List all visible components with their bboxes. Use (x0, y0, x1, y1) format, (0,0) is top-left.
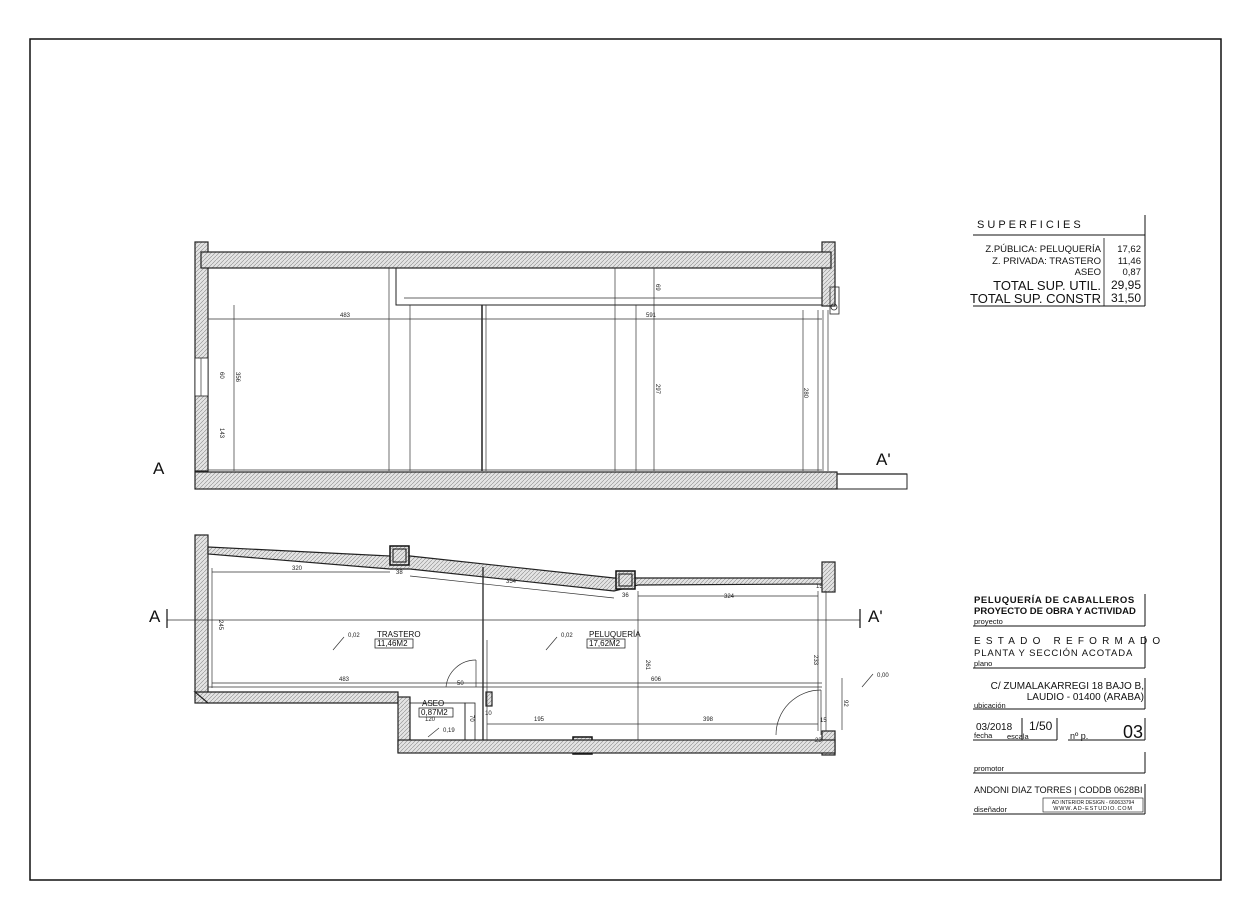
superficies-total-label: TOTAL SUP. CONSTR (970, 291, 1101, 306)
superficies-label: Z.PÚBLICA: PELUQUERÍA (985, 244, 1101, 255)
plan-dim: 195 (534, 717, 545, 723)
location-line2: LAUDIO - 01400 (ARABA) (1026, 692, 1144, 703)
title-block (973, 594, 1165, 814)
sheet-border (30, 39, 1221, 880)
location-caption: ubicación (974, 701, 1006, 710)
section-exterior-floor (837, 474, 907, 489)
plan-dim: 70 (468, 715, 474, 722)
promoter-caption: promotor (974, 764, 1005, 773)
plan-line1: ESTADO REFORMADO (974, 636, 1166, 647)
section-dim: 591 (646, 313, 657, 319)
superficies-total-value: 31,50 (1110, 291, 1141, 305)
plan-dim: 15 (820, 718, 827, 724)
superficies-value: 11,46 (1117, 256, 1141, 267)
peluqueria-name: PELUQUERÍA (589, 630, 641, 639)
section-dim: 297 (654, 384, 660, 395)
plan-dim: 36 (622, 593, 629, 599)
peluqueria-area: 17,62M2 (589, 639, 621, 648)
trastero-level: 0,02 (348, 633, 360, 639)
peluqueria-level: 0,02 (561, 633, 573, 639)
plan-dim: 50 (457, 681, 464, 687)
superficies-table (970, 215, 1145, 306)
plan-left-wall (195, 535, 208, 703)
superficies-total-label: TOTAL SUP. UTIL. (993, 278, 1101, 293)
aseo-name: ASEO (422, 699, 445, 708)
plan-dim: 23 (815, 738, 822, 744)
section-dim: 483 (340, 313, 351, 319)
date-caption: fecha (974, 731, 993, 740)
section-floor-slab (195, 472, 837, 489)
plan-label-right: A' (868, 607, 883, 626)
date-value: 03/2018 (976, 722, 1013, 733)
aseo-area: 0,87M2 (421, 708, 448, 717)
scale-caption: escala (1007, 732, 1029, 741)
project-caption: proyecto (974, 617, 1003, 626)
plan-dim: 324 (724, 594, 735, 600)
plan-line2: PLANTA Y SECCIÓN ACOTADA (974, 648, 1134, 659)
plan-dim: 261 (644, 660, 650, 671)
plan-dim: 483 (339, 677, 350, 683)
section-dim: 60 (218, 372, 224, 379)
section-dim: 69 (654, 284, 660, 291)
studio-line2: WWW.AD-ESTUDIO.COM (1053, 806, 1133, 812)
scale-value: 1/50 (1029, 719, 1053, 733)
location-line1: C/ ZUMALAKARREGI 18 BAJO B, (990, 681, 1144, 692)
section-dim: 143 (218, 428, 224, 439)
section-ceiling-slab (201, 252, 831, 268)
section-dim: 356 (234, 372, 240, 383)
aseo-level: 0,19 (443, 728, 455, 734)
section-drawing (153, 242, 907, 489)
project-line1: PELUQUERÍA DE CABALLEROS (974, 595, 1135, 606)
project-line2: PROYECTO DE OBRA Y ACTIVIDAD (974, 606, 1136, 617)
designer-name: ANDONI DIAZ TORRES | CODDB 0628BI (974, 785, 1143, 795)
plan-dim: 606 (651, 677, 662, 683)
plan-dim: 398 (703, 717, 714, 723)
section-label-right: A' (876, 450, 891, 469)
plan-caption: plano (974, 659, 993, 668)
section-dim: 280 (802, 388, 808, 399)
superficies-label: Z. PRIVADA: TRASTERO (992, 256, 1101, 267)
exterior-level: 0,00 (877, 673, 889, 679)
superficies-value: 0,87 (1122, 267, 1141, 278)
plan-label-left: A (149, 607, 161, 626)
plan-dim: 120 (425, 717, 436, 723)
plan-dim: 10 (485, 711, 492, 717)
studio-line1: AD INTERIOR DESIGN - 660633794 (1051, 800, 1135, 806)
superficies-title: S U P E R F I C I E S (977, 219, 1081, 231)
plan-dim: 92 (842, 700, 848, 707)
plan-dim: 245 (217, 620, 223, 631)
trastero-name: TRASTERO (377, 630, 421, 639)
section-label-left: A (153, 459, 165, 478)
superficies-label: ASEO (1074, 267, 1101, 278)
designer-caption: diseñador (974, 805, 1007, 814)
superficies-value: 17,62 (1117, 244, 1141, 255)
section-window (195, 358, 208, 396)
sheet-number: 03 (1123, 722, 1144, 742)
plan-dim: 38 (396, 570, 403, 576)
plan-dim: 320 (292, 566, 303, 572)
trastero-area: 11,46M2 (377, 639, 408, 648)
plan-dim: 15 (816, 584, 823, 590)
floor-plan-drawing (149, 535, 889, 755)
plan-dim: 354 (506, 579, 517, 585)
section-left-wall (195, 242, 208, 471)
superficies-total-value: 29,95 (1110, 278, 1141, 292)
plan-dim: 233 (812, 655, 818, 666)
number-caption: nº p. (1070, 731, 1089, 741)
